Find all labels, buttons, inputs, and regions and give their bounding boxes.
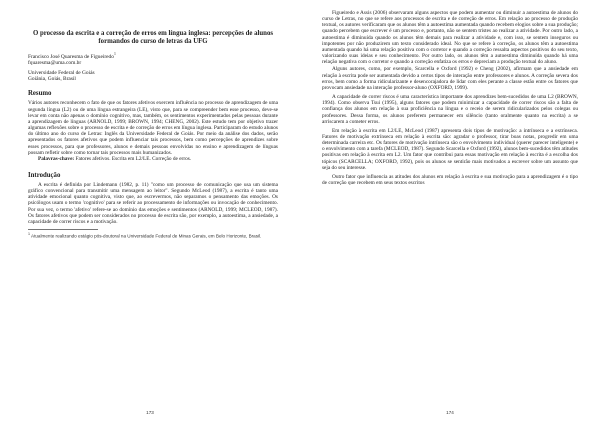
body-paragraph-5: Outro fator que influencia as atitudes dos alunos em relação à escrita e sua motivação para a aprendizagem é o tipo de correção que recebem em seus textos escritos (322, 173, 578, 187)
keywords-label: Palavras-chave: (38, 155, 75, 162)
resumo-text: Vários autores reconhecem o fato de que os fatores afetivos exercem influência no processo de aprendizagem de uma segunda língua (L2) ou de uma língua estrangeira (LE), visto que, para se compreender bem esse processo, deve-se levar em conta não apenas o domínio cognitivo, mas, também, os sentimentos experimentados pelas pessoas durante a aprendizagem de línguas (ARNOLD, 1999; BROWN, 1994; CHENG, 2002). Este estudo tem por objetivo trazer algumas reflexões sobre o processo de escrita e de correção de erros em língua inglesa. Participaram do estudo alunos do último ano do curso de Letras: Inglês da Universidade Federal de Goiás. Por meio da análise dos dados, serão apresentados os fatores afetivos que podem influenciar tais processos, bem como percepções de aprendizes sobre esses processos, para que professores, alunos e demais pessoas envolvidas no ensino e aprendizagem de línguas possam refletir sobre como tornar tais processos mais humanizados. (28, 100, 278, 156)
article-title: O processo da escrita e a correção de erros em língua inglesa: percepções de alunos formandos do curso de letras da UFG (33, 30, 273, 45)
author-email[interactable]: fquaresma@uma.com.br (28, 60, 82, 67)
page-number-left: 173 (146, 410, 154, 415)
author-footnote-mark: 1 (113, 52, 116, 56)
body-paragraph-1: Figueiredo e Assis (2006) observaram alguns aspectos que podem aumentar ou diminuir a autoestima de alunos do curso de Letras, no que se refere aos processos de escrita e de correção de erros. Em relação ao processo de produção textual, os autores verificaram que os alunos têm a autoestima aumentada quando recebem elogios sobre a sua produção; quando percebem que escrever é um processo e, portanto, não se sentem tristes ao realizar a atividade. Por outro lado, a autoestima é diminuída quando os alunos têm demais para realizar a atividade e, com isso, se sentem inseguros ou impotentes por não produzirem um texto considerado ideal. No que se refere à correção, os alunos têm a autoestima aumentada quando há uma relação positiva com o corretor e quando a correção ressalta aspectos positivos do seu texto, valorizando suas ideias e seu conhecimento. Por outro lado, os alunos têm a autoestima diminuída quando há uma relação negativa com o corretor e quando a correção enfatiza os erros e depreciam a produção textual do aluno. (322, 10, 578, 66)
footnote-mark: 1 (28, 232, 30, 237)
affiliation-location: Goiânia, Goiás, Brasil (28, 76, 76, 83)
body-paragraph-3: A capacidade de correr riscos é uma característica importante dos aprendizes bem-sucedidos de uma L2 (BROWN, 1994). Como observa Tsui (1995), alguns fatores que podem minimizar a capacidade de correr riscos são a falta de confiança dos alunos em relação à sua proficiência na língua e o receio de serem ridicularizados pelos colegas ou professores. Dessa forma, os alunos preferem permanecer em silêncio (tanto oralmente quanto na escrita) a se arriscarem a cometer erros. (322, 94, 578, 125)
footnote-divider (28, 229, 98, 230)
body-paragraph-4: Em relação à escrita em L2/LE, McLeod (1987) apresenta dois tipos de motivação: a intrínseca e a extrínseca. Fatores de motivação extrínseca em relação à escrita são: agradar o professor, tirar boas notas, progredir em uma determinada carreira etc. Os fatores de motivação intrínseca são o envolvimento individual (querer parecer inteligente) e o envolvimento com a tarefa (MCLEOD, 1987). Segundo Scarcella e Oxford (1992), alunos bem-sucedidos têm atitudes positivas em relação à escrita em L2. Um fator que contribui para essas motivação em relação à escrita é a escolha dos tópicos (SCARCELLA; OXFORD, 1992), pois os alunos se sentirão mais motivados a escrever sobre um assunto que seja do seu interesse. (322, 127, 578, 171)
body-paragraph-2: Alguns autores, como, por exemplo, Scarcella e Oxford (1992) e Cheng (2002), afirmam que a ansiedade em relação à escrita pode ser aumentada devido a certos tipos de interação entre professores e alunos. A correção severa dos erros, bem como a forma ridicularizante e desencorajadora de lidar com eles perante a classe estão entre os fatores que provocam ansiedade na interação professor-aluno (OXFORD, 1999). (322, 66, 578, 91)
footnote-text: Atualmente realizando estágio pós-doutoral na Universidade Federal de Minas Gerais, em Belo Horizonte, Brasil. (31, 233, 262, 239)
author-name: Francisco José Quaresma de Figueiredo (28, 53, 114, 60)
author-line (28, 51, 278, 60)
keywords (28, 156, 278, 162)
page-number-right: 174 (446, 410, 454, 415)
affiliation-university: Universidade Federal de Goiás (28, 69, 95, 76)
resumo-heading: Resumo (28, 90, 52, 98)
intro-text: A escrita é definida por Lindemann (1982, p. 11) "como um processo de comunicação que usa um sistema gráfico convencional para transmitir uma mensagem ao leitor". Segundo McLeod (1987), a escrita é tanto uma atividade emocional quanto cognitiva, visto que, ao escrevermos, não separamos o pensamento das emoções. Os psicólogos usam o termo 'cognitivo' para se referir ao processamento de informações ou invocação de conhecimento. Por sua vez, o termo 'afetivo' refere-se ao domínio das emoções e sentimentos (ARNOLD, 1999; MCLEOD, 1987). Os fatores afetivos que podem ser considerados no processo de escrita são, por exemplo, a autoestima, a ansiedade, a capacidade de correr riscos e a motivação. (28, 181, 278, 225)
footnote (28, 232, 278, 239)
keywords-text: Fatores afetivos. Escrita em L2/LE. Correção de erros. (75, 155, 192, 162)
right-page (300, 0, 600, 424)
intro-heading: Introdução (28, 171, 61, 179)
